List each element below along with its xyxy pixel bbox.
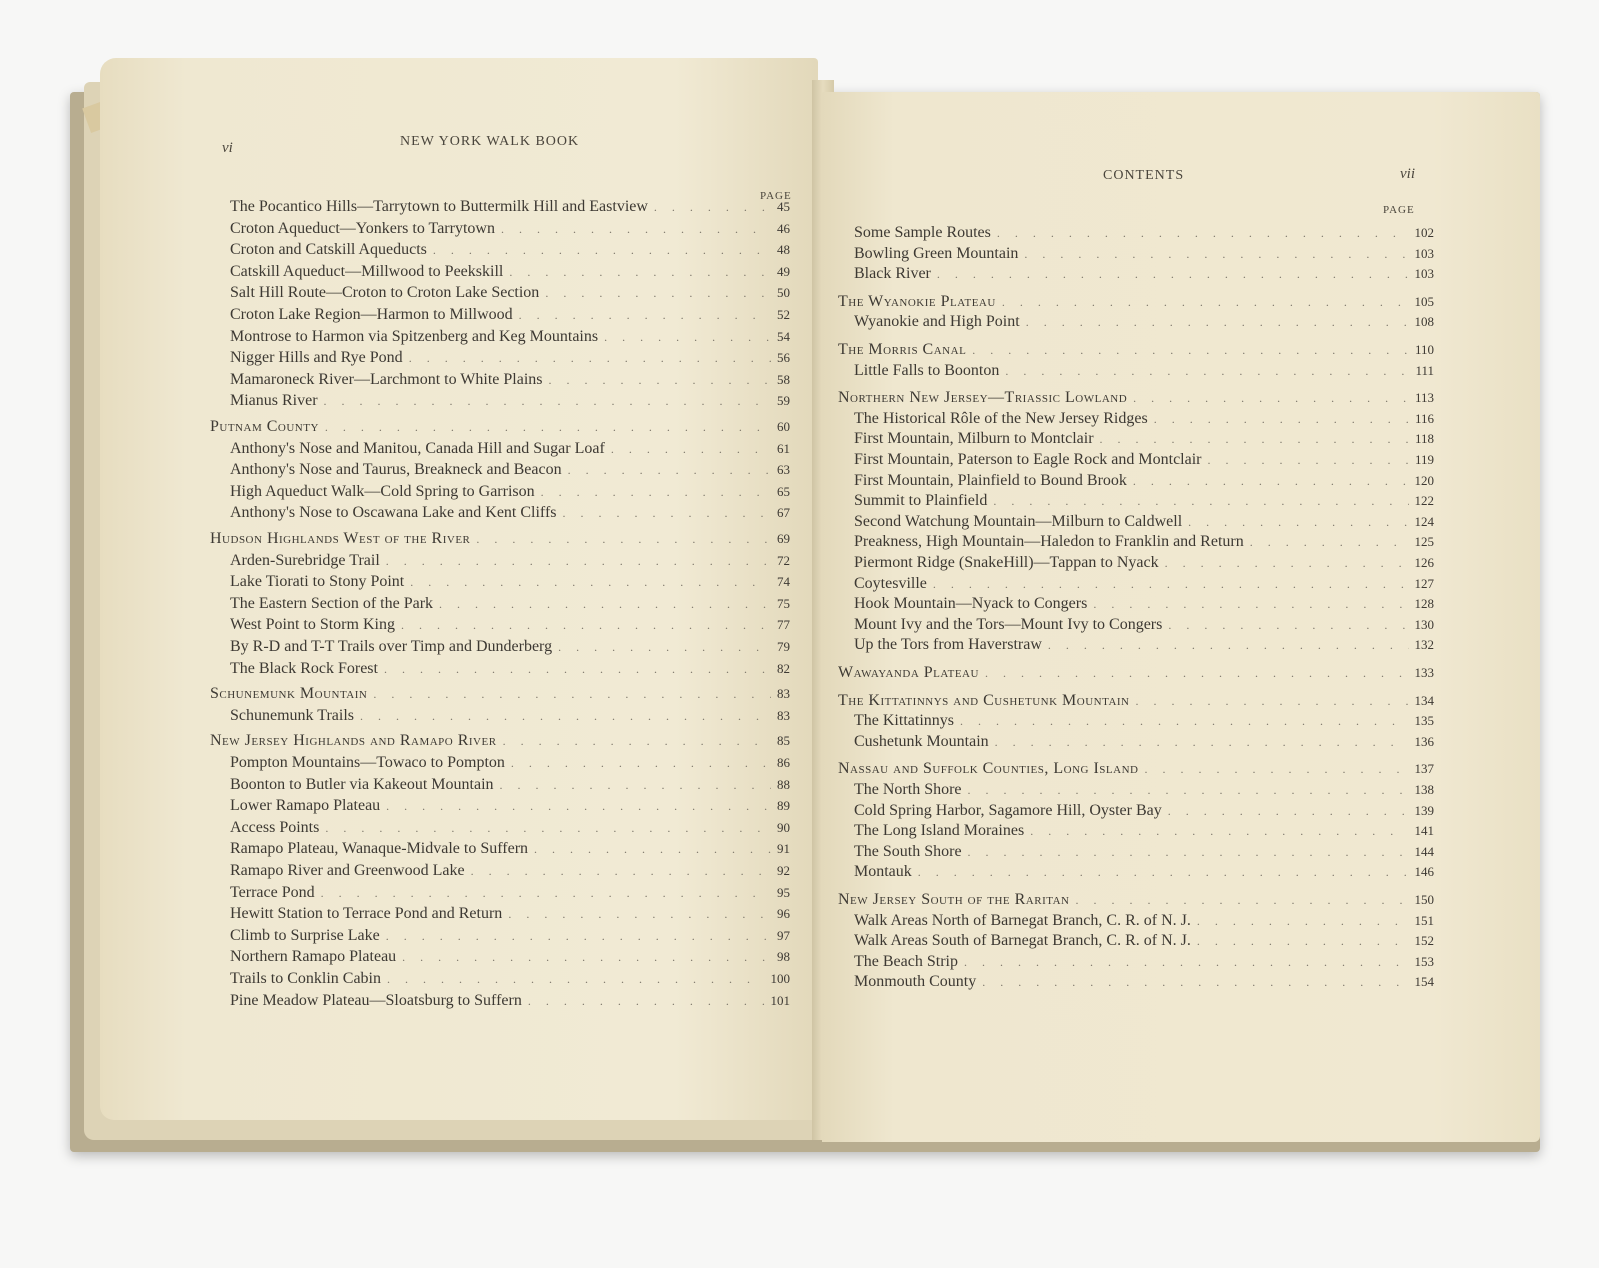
toc-entry-page-number: 63 bbox=[777, 462, 790, 478]
toc-entry bbox=[230, 970, 790, 988]
toc-entry bbox=[854, 822, 1434, 840]
toc-entry-title: Summit to Plainfield bbox=[854, 492, 988, 510]
toc-entry bbox=[230, 220, 790, 238]
dot-leader bbox=[476, 532, 771, 547]
toc-entry bbox=[854, 932, 1434, 950]
toc-entry-title: Walk Areas North of Barnegat Branch, C. R. of N. J. bbox=[854, 911, 1191, 929]
dot-leader bbox=[985, 666, 1409, 681]
toc-entry bbox=[230, 306, 790, 324]
toc-entry-page-number: 128 bbox=[1414, 596, 1434, 612]
toc-entry-page-number: 98 bbox=[777, 949, 790, 965]
toc-section-entry bbox=[838, 692, 1434, 710]
toc-entry-title: Putnam County bbox=[210, 418, 319, 435]
dot-leader bbox=[611, 442, 771, 457]
toc-entry-page-number: 135 bbox=[1414, 713, 1434, 729]
toc-entry-page-number: 58 bbox=[777, 371, 790, 387]
toc-entry-page-number: 139 bbox=[1414, 802, 1434, 818]
dot-leader bbox=[1197, 914, 1409, 929]
dot-leader bbox=[402, 950, 771, 965]
toc-entry bbox=[854, 953, 1434, 971]
toc-entry-title: First Mountain, Milburn to Montclair bbox=[854, 430, 1094, 448]
dot-leader bbox=[503, 734, 771, 749]
dot-leader bbox=[509, 265, 771, 280]
toc-entry bbox=[230, 840, 790, 858]
toc-entry-page-number: 138 bbox=[1414, 782, 1434, 797]
toc-entry bbox=[854, 224, 1434, 242]
toc-entry-page-number: 45 bbox=[777, 199, 790, 214]
dot-leader bbox=[1168, 804, 1409, 819]
toc-entry bbox=[230, 573, 790, 591]
right-running-head: CONTENTS bbox=[1103, 168, 1185, 183]
dot-leader bbox=[549, 373, 771, 388]
toc-entry-page-number: 79 bbox=[777, 639, 790, 654]
toc-entry bbox=[854, 472, 1434, 490]
dot-leader bbox=[501, 222, 771, 237]
dot-leader bbox=[1250, 535, 1409, 550]
toc-entry-page-number: 103 bbox=[1414, 245, 1434, 261]
toc-entry-title: Anthony's Nose and Manitou, Canada Hill and Sugar Loaf bbox=[230, 439, 605, 457]
toc-entry-title: Pine Meadow Plateau—Sloatsburg to Suffern bbox=[230, 991, 522, 1009]
dot-leader bbox=[321, 886, 771, 901]
toc-entry bbox=[854, 595, 1434, 613]
toc-entry-page-number: 151 bbox=[1414, 912, 1434, 928]
toc-entry-title: The Morris Canal bbox=[838, 341, 967, 358]
toc-entry bbox=[230, 948, 790, 966]
toc-entry-title: The Wyanokie Plateau bbox=[838, 292, 996, 310]
toc-entry-page-number: 86 bbox=[777, 755, 790, 770]
dot-leader bbox=[604, 330, 771, 345]
dot-leader bbox=[1168, 618, 1408, 633]
dot-leader bbox=[997, 226, 1409, 241]
toc-entry-title: Croton Lake Region—Harmon to Millwood bbox=[230, 306, 513, 323]
dot-leader bbox=[1154, 412, 1409, 427]
toc-entry-page-number: 59 bbox=[777, 393, 790, 409]
dot-leader bbox=[373, 687, 771, 702]
toc-entry-page-number: 89 bbox=[777, 798, 790, 814]
toc-entry bbox=[230, 483, 790, 501]
toc-entry bbox=[854, 712, 1434, 730]
toc-entry-title: Cold Spring Harbor, Sagamore Hill, Oyster Bay bbox=[854, 801, 1162, 819]
toc-entry-page-number: 136 bbox=[1414, 733, 1434, 749]
right-toc-list bbox=[822, 92, 1540, 1142]
toc-entry bbox=[230, 707, 790, 725]
dot-leader bbox=[1005, 364, 1409, 379]
toc-entry-title: Wyanokie and High Point bbox=[854, 313, 1020, 331]
dot-leader bbox=[387, 972, 765, 987]
toc-entry-title: Access Points bbox=[230, 818, 320, 836]
toc-entry-title: Anthony's Nose to Oscawana Lake and Kent Cliffs bbox=[230, 504, 557, 522]
toc-entry-page-number: 146 bbox=[1414, 864, 1434, 880]
toc-entry-page-number: 97 bbox=[777, 927, 790, 943]
dot-leader bbox=[968, 845, 1409, 860]
toc-entry-title: Bowling Green Mountain bbox=[854, 244, 1019, 262]
toc-entry-title: The Kittatinnys and Cushetunk Mountain bbox=[838, 691, 1130, 709]
toc-entry-page-number: 144 bbox=[1414, 843, 1434, 859]
dot-leader bbox=[1144, 762, 1408, 777]
toc-entry-page-number: 83 bbox=[777, 686, 790, 702]
toc-entry-title: New Jersey South of the Raritan bbox=[838, 891, 1070, 908]
toc-entry-title: Black River bbox=[854, 265, 931, 283]
toc-entry-page-number: 124 bbox=[1414, 513, 1434, 529]
dot-leader bbox=[519, 308, 771, 323]
toc-entry-title: Terrace Pond bbox=[230, 883, 315, 901]
toc-entry bbox=[854, 362, 1434, 380]
dot-leader bbox=[972, 343, 1409, 358]
toc-entry-title: Piermont Ridge (SnakeHill)—Tappan to Nyack bbox=[854, 554, 1159, 571]
toc-entry bbox=[854, 636, 1434, 654]
toc-entry bbox=[230, 992, 790, 1010]
dot-leader bbox=[1002, 295, 1409, 310]
toc-entry-title: Northern Ramapo Plateau bbox=[230, 948, 397, 966]
toc-entry bbox=[230, 241, 790, 259]
toc-entry-title: Hook Mountain—Nyack to Congers bbox=[854, 595, 1088, 613]
toc-entry-page-number: 96 bbox=[777, 906, 790, 922]
toc-entry-title: Schunemunk Mountain bbox=[210, 685, 368, 703]
dot-leader bbox=[325, 821, 771, 836]
toc-entry-title: Preakness, High Mountain—Haledon to Franklin and Return bbox=[854, 533, 1244, 551]
dot-leader bbox=[545, 286, 771, 301]
toc-entry-title: Climb to Surprise Lake bbox=[230, 926, 380, 944]
toc-entry-page-number: 88 bbox=[777, 776, 790, 792]
toc-entry bbox=[230, 263, 790, 281]
dot-leader bbox=[563, 506, 771, 521]
dot-leader bbox=[511, 756, 771, 771]
toc-entry-page-number: 116 bbox=[1414, 410, 1434, 426]
toc-entry-page-number: 150 bbox=[1414, 892, 1434, 907]
toc-entry-title: Mamaroneck River—Larchmont to White Plains bbox=[230, 370, 543, 388]
toc-entry bbox=[854, 912, 1434, 930]
toc-entry-page-number: 127 bbox=[1414, 575, 1434, 591]
dot-leader bbox=[1075, 893, 1408, 908]
dot-leader bbox=[1133, 391, 1409, 406]
right-page-column-label: PAGE bbox=[1383, 204, 1415, 216]
toc-entry-page-number: 134 bbox=[1414, 692, 1434, 708]
dot-leader bbox=[918, 865, 1409, 880]
toc-entry bbox=[854, 430, 1434, 448]
toc-entry-title: Nigger Hills and Rye Pond bbox=[230, 349, 403, 367]
toc-entry-page-number: 141 bbox=[1414, 823, 1434, 839]
toc-entry-page-number: 133 bbox=[1414, 665, 1434, 680]
toc-entry-page-number: 153 bbox=[1414, 953, 1434, 969]
dot-leader bbox=[982, 975, 1408, 990]
dot-leader bbox=[439, 597, 771, 612]
toc-entry-title: By R-D and T-T Trails over Timp and Dunderberg bbox=[230, 638, 553, 655]
toc-entry bbox=[230, 461, 790, 479]
toc-entry bbox=[854, 616, 1434, 634]
toc-entry-title: First Mountain, Paterson to Eagle Rock and Montclair bbox=[854, 451, 1202, 468]
dot-leader bbox=[401, 618, 771, 633]
dot-leader bbox=[1093, 597, 1408, 612]
toc-entry-title: The North Shore bbox=[854, 781, 962, 798]
toc-entry bbox=[854, 863, 1434, 881]
dot-leader bbox=[1136, 694, 1409, 709]
toc-entry-page-number: 56 bbox=[777, 350, 790, 366]
left-page-column-label: PAGE bbox=[760, 190, 792, 202]
dot-leader bbox=[500, 778, 771, 793]
toc-entry bbox=[854, 313, 1434, 331]
toc-entry bbox=[230, 819, 790, 837]
toc-entry-title: Anthony's Nose and Taurus, Breakneck and Beacon bbox=[230, 461, 562, 479]
toc-entry-title: Croton and Catskill Aqueducts bbox=[230, 241, 427, 259]
toc-entry-page-number: 60 bbox=[777, 419, 790, 434]
toc-entry bbox=[854, 843, 1434, 861]
toc-entry-page-number: 82 bbox=[777, 660, 790, 676]
dot-leader bbox=[995, 735, 1409, 750]
toc-entry-title: Trails to Conklin Cabin bbox=[230, 970, 381, 987]
toc-entry bbox=[854, 533, 1434, 551]
toc-entry-title: Boonton to Butler via Kakeout Mountain bbox=[230, 775, 494, 793]
toc-section-entry bbox=[838, 341, 1434, 359]
toc-entry-page-number: 154 bbox=[1414, 974, 1434, 990]
toc-entry bbox=[854, 451, 1434, 469]
dot-leader bbox=[534, 842, 771, 857]
toc-entry bbox=[230, 440, 790, 458]
toc-entry-page-number: 132 bbox=[1414, 637, 1434, 653]
toc-entry bbox=[230, 797, 790, 815]
toc-entry-page-number: 118 bbox=[1414, 431, 1434, 447]
dot-leader bbox=[558, 640, 771, 655]
dot-leader bbox=[1100, 432, 1409, 447]
toc-entry-page-number: 48 bbox=[777, 242, 790, 258]
toc-entry-title: West Point to Storm King bbox=[230, 616, 395, 634]
toc-entry-page-number: 74 bbox=[777, 574, 790, 590]
toc-entry-title: Lower Ramapo Plateau bbox=[230, 797, 381, 815]
toc-entry-title: Croton Aqueduct—Yonkers to Tarrytown bbox=[230, 219, 495, 237]
toc-entry-page-number: 69 bbox=[777, 531, 790, 546]
toc-section-entry bbox=[210, 732, 790, 750]
toc-entry-title: Second Watchung Mountain—Milburn to Caldwell bbox=[854, 512, 1183, 530]
toc-entry-page-number: 105 bbox=[1414, 293, 1434, 309]
toc-entry bbox=[230, 328, 790, 346]
toc-entry-title: Wawayanda Plateau bbox=[838, 664, 979, 681]
toc-entry-page-number: 67 bbox=[777, 505, 790, 521]
toc-entry-title: Salt Hill Route—Croton to Croton Lake Section bbox=[230, 284, 540, 302]
toc-entry-page-number: 46 bbox=[777, 220, 790, 236]
toc-entry-title: The Black Rock Forest bbox=[230, 659, 378, 677]
toc-entry-page-number: 49 bbox=[777, 263, 790, 279]
toc-entry bbox=[854, 245, 1434, 263]
dot-leader bbox=[324, 394, 771, 409]
toc-entry-page-number: 65 bbox=[777, 483, 790, 499]
toc-entry bbox=[854, 492, 1434, 510]
toc-entry bbox=[230, 754, 790, 772]
toc-entry-title: Hewitt Station to Terrace Pond and Return bbox=[230, 905, 503, 923]
toc-entry-title: Catskill Aqueduct—Millwood to Peekskill bbox=[230, 262, 504, 280]
left-folio: vi bbox=[222, 140, 233, 156]
toc-entry-title: Monmouth County bbox=[854, 973, 977, 991]
toc-entry-title: Arden-Surebridge Trail bbox=[230, 551, 380, 569]
dot-leader bbox=[325, 420, 771, 435]
toc-entry-page-number: 61 bbox=[777, 440, 790, 456]
toc-entry bbox=[230, 349, 790, 367]
toc-entry-title: Nassau and Suffolk Counties, Long Island bbox=[838, 760, 1139, 778]
dot-leader bbox=[384, 662, 771, 677]
toc-entry bbox=[230, 504, 790, 522]
toc-entry bbox=[854, 575, 1434, 593]
toc-entry-title: Ramapo Plateau, Wanaque-Midvale to Suffern bbox=[230, 840, 529, 858]
toc-entry-page-number: 137 bbox=[1414, 761, 1434, 777]
dot-leader bbox=[360, 709, 771, 724]
toc-entry-page-number: 101 bbox=[770, 992, 790, 1008]
toc-entry-page-number: 52 bbox=[777, 307, 790, 322]
toc-entry bbox=[230, 905, 790, 923]
dot-leader bbox=[528, 994, 765, 1009]
toc-entry bbox=[230, 392, 790, 410]
dot-leader bbox=[568, 463, 771, 478]
dot-leader bbox=[1048, 638, 1409, 653]
toc-entry-title: Mount Ivy and the Tors—Mount Ivy to Congers bbox=[854, 615, 1163, 633]
toc-entry bbox=[854, 973, 1434, 991]
toc-section-entry bbox=[838, 760, 1434, 778]
toc-entry-title: Up the Tors from Haverstraw bbox=[854, 636, 1042, 654]
toc-entry-page-number: 91 bbox=[777, 841, 790, 857]
dot-leader bbox=[1133, 474, 1409, 489]
toc-entry-page-number: 130 bbox=[1414, 616, 1434, 632]
toc-entry-page-number: 110 bbox=[1414, 342, 1434, 357]
dot-leader bbox=[968, 783, 1409, 798]
toc-entry-title: High Aqueduct Walk—Cold Spring to Garrison bbox=[230, 482, 535, 500]
toc-entry-title: The Historical Rôle of the New Jersey Ridges bbox=[854, 409, 1148, 427]
toc-entry bbox=[230, 862, 790, 880]
dot-leader bbox=[1026, 315, 1409, 330]
toc-entry bbox=[854, 410, 1434, 428]
toc-entry-title: The Kittatinnys bbox=[854, 712, 954, 730]
toc-entry-page-number: 152 bbox=[1414, 933, 1434, 949]
toc-entry-title: Hudson Highlands West of the River bbox=[210, 530, 471, 547]
toc-entry-title: Schunemunk Trails bbox=[230, 706, 355, 724]
toc-entry-page-number: 120 bbox=[1414, 472, 1434, 488]
toc-section-entry bbox=[210, 530, 790, 548]
dot-leader bbox=[993, 494, 1408, 509]
toc-entry-page-number: 90 bbox=[777, 819, 790, 835]
toc-entry bbox=[854, 554, 1434, 572]
toc-entry-title: The Pocantico Hills—Tarrytown to Buttermilk Hill and Eastview bbox=[230, 198, 648, 215]
toc-entry-page-number: 108 bbox=[1414, 314, 1434, 330]
dot-leader bbox=[1208, 453, 1409, 468]
toc-section-entry bbox=[210, 418, 790, 436]
dot-leader bbox=[541, 485, 771, 500]
toc-section-entry bbox=[838, 664, 1434, 682]
toc-entry-title: First Mountain, Plainfield to Bound Brook bbox=[854, 471, 1127, 489]
dot-leader bbox=[960, 714, 1409, 729]
toc-entry-page-number: 126 bbox=[1414, 555, 1434, 570]
dot-leader bbox=[410, 575, 771, 590]
left-page bbox=[100, 58, 818, 1120]
toc-entry-page-number: 95 bbox=[777, 884, 790, 900]
toc-entry-page-number: 72 bbox=[777, 552, 790, 568]
dot-leader bbox=[964, 955, 1409, 970]
toc-entry bbox=[230, 284, 790, 302]
toc-entry-page-number: 103 bbox=[1414, 266, 1434, 282]
toc-entry-title: Pompton Mountains—Towaco to Pompton bbox=[230, 754, 505, 771]
toc-entry bbox=[854, 733, 1434, 751]
left-running-head: NEW YORK WALK BOOK bbox=[400, 134, 580, 149]
toc-entry-page-number: 100 bbox=[770, 971, 790, 986]
toc-entry-title: The Beach Strip bbox=[854, 952, 958, 970]
toc-entry-page-number: 92 bbox=[777, 863, 790, 878]
toc-entry bbox=[854, 802, 1434, 820]
toc-entry bbox=[230, 198, 790, 216]
toc-entry bbox=[230, 776, 790, 794]
toc-entry-page-number: 119 bbox=[1414, 452, 1434, 467]
toc-entry bbox=[230, 638, 790, 656]
dot-leader bbox=[933, 577, 1409, 592]
toc-entry-page-number: 113 bbox=[1414, 390, 1434, 406]
dot-leader bbox=[937, 267, 1409, 282]
toc-entry-title: The South Shore bbox=[854, 842, 962, 860]
toc-entry bbox=[230, 884, 790, 902]
toc-entry-title: Northern New Jersey—Triassic Lowland bbox=[838, 389, 1128, 407]
dot-leader bbox=[386, 554, 771, 569]
toc-entry-title: New Jersey Highlands and Ramapo River bbox=[210, 732, 497, 750]
toc-entry-title: Montauk bbox=[854, 863, 912, 881]
toc-entry-page-number: 54 bbox=[777, 328, 790, 344]
toc-entry-title: Cushetunk Mountain bbox=[854, 732, 989, 750]
toc-entry-title: The Long Island Moraines bbox=[854, 822, 1025, 840]
dot-leader bbox=[508, 907, 771, 922]
toc-entry-title: Ramapo River and Greenwood Lake bbox=[230, 862, 465, 879]
toc-entry bbox=[230, 927, 790, 945]
toc-entry-title: Coytesville bbox=[854, 574, 927, 592]
toc-section-entry bbox=[838, 293, 1434, 311]
toc-entry-title: Walk Areas South of Barnegat Branch, C. R. of N. J. bbox=[854, 932, 1191, 950]
right-folio: vii bbox=[1400, 166, 1415, 182]
toc-section-entry bbox=[838, 891, 1434, 909]
toc-entry bbox=[230, 616, 790, 634]
left-toc-list bbox=[100, 58, 818, 1120]
toc-entry-title: Mianus River bbox=[230, 392, 318, 410]
toc-section-entry bbox=[210, 685, 790, 703]
dot-leader bbox=[1024, 247, 1408, 262]
toc-entry-page-number: 85 bbox=[777, 733, 790, 749]
toc-entry-page-number: 83 bbox=[777, 707, 790, 723]
toc-section-entry bbox=[838, 389, 1434, 407]
toc-entry-page-number: 50 bbox=[777, 285, 790, 301]
toc-entry-title: Montrose to Harmon via Spitzenberg and Keg Mountains bbox=[230, 327, 599, 345]
toc-entry-page-number: 75 bbox=[777, 595, 790, 611]
toc-entry bbox=[230, 552, 790, 570]
toc-entry-title: Little Falls to Boonton bbox=[854, 361, 1000, 379]
dot-leader bbox=[471, 864, 771, 879]
toc-entry-page-number: 122 bbox=[1414, 493, 1434, 509]
toc-entry bbox=[230, 371, 790, 389]
toc-entry-title: Some Sample Routes bbox=[854, 224, 991, 241]
toc-entry-page-number: 77 bbox=[777, 617, 790, 633]
dot-leader bbox=[1030, 824, 1408, 839]
dot-leader bbox=[433, 243, 771, 258]
toc-entry bbox=[230, 595, 790, 613]
toc-entry-title: Lake Tiorati to Stony Point bbox=[230, 573, 405, 591]
toc-entry-page-number: 125 bbox=[1414, 534, 1434, 550]
dot-leader bbox=[1197, 934, 1409, 949]
toc-entry-title: The Eastern Section of the Park bbox=[230, 594, 434, 612]
toc-entry bbox=[854, 781, 1434, 799]
dot-leader bbox=[386, 799, 771, 814]
toc-entry-page-number: 111 bbox=[1415, 362, 1434, 378]
dot-leader bbox=[386, 929, 771, 944]
right-page bbox=[822, 92, 1540, 1142]
toc-entry bbox=[854, 513, 1434, 531]
dot-leader bbox=[409, 351, 771, 366]
toc-entry bbox=[230, 660, 790, 678]
dot-leader bbox=[1165, 556, 1409, 571]
dot-leader bbox=[1188, 515, 1408, 530]
toc-entry-page-number: 102 bbox=[1414, 225, 1434, 240]
dot-leader bbox=[654, 200, 771, 215]
toc-entry bbox=[854, 265, 1434, 283]
